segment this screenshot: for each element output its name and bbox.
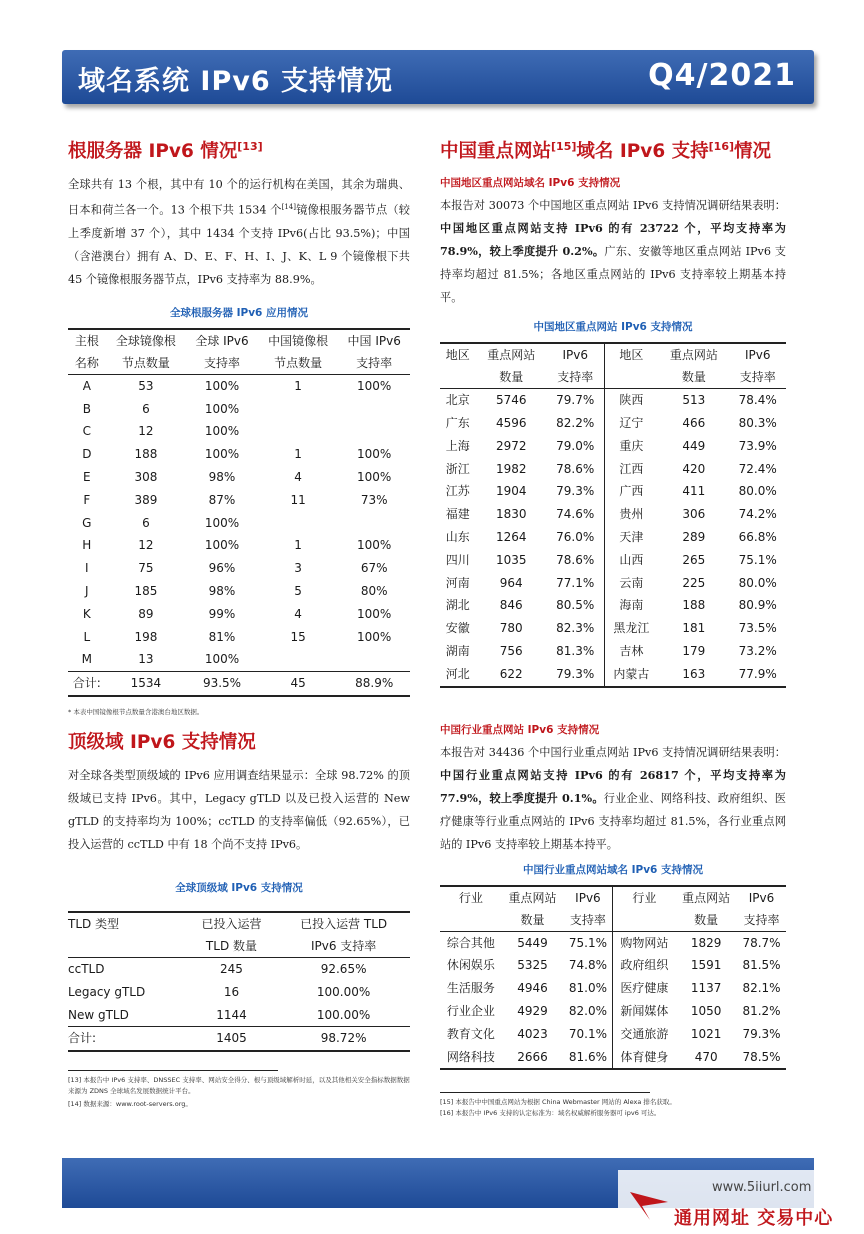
table-cell <box>338 398 410 421</box>
table-cell: 12 <box>138 424 154 439</box>
table-row <box>440 389 786 412</box>
table-cell: 1050 <box>690 1003 722 1018</box>
table-cell: 海南 <box>604 594 658 617</box>
table-cell: A <box>82 378 91 393</box>
table-cell: 77.1% <box>556 575 595 590</box>
table-cell: F <box>83 492 91 507</box>
table-row <box>68 958 410 981</box>
table-cell: 100% <box>357 606 392 621</box>
table-cell: 198 <box>134 629 158 644</box>
table-cell: 1829 <box>690 935 722 950</box>
tld-paragraph: 对全球各类型顶级域的 IPv6 应用调查结果显示：全球 98.72% 的顶级域已支持 IPv6。其中，Legacy gTLD 以及已投入运营的 New gTLD 的支持率均为 100%；ccTLD 的支持率偏低（92.65%），已投入运营的 ccTLD 中有 18 个尚不支持 IPv6。 <box>68 769 410 852</box>
table-row <box>440 526 786 549</box>
table-cell: 74.2% <box>738 507 777 522</box>
root-table-caption: 全球根服务器 IPv6 应用情况 <box>169 306 309 319</box>
table-cell <box>338 512 410 535</box>
table-cell: Legacy gTLD <box>68 984 146 999</box>
table-cell: 行业企业 <box>446 1003 495 1018</box>
table-cell: 265 <box>682 552 706 567</box>
table-cell: ccTLD <box>68 962 105 977</box>
table-cell: 5 <box>294 584 302 599</box>
table-cell: 贵州 <box>604 503 658 526</box>
industry-table-caption: 中国行业重点网站域名 IPv6 支持情况 <box>522 863 704 876</box>
table-cell: 1137 <box>690 981 722 996</box>
tld-table-caption: 全球顶级域 IPv6 支持情况 <box>175 882 303 895</box>
table-cell: 78.4% <box>738 393 777 408</box>
table-row <box>68 512 410 535</box>
table-cell: 66.8% <box>738 529 777 544</box>
table-row <box>68 981 410 1004</box>
table-cell: 80.0% <box>738 575 777 590</box>
table-cell: 河南 <box>445 575 470 590</box>
table-cell: 964 <box>499 575 523 590</box>
table-cell: 休闲娱乐 <box>446 958 495 973</box>
table-cell: 1021 <box>690 1026 722 1041</box>
table-cell: 4 <box>294 470 302 485</box>
table-cell: 5449 <box>517 935 548 950</box>
table-cell: 上海 <box>445 438 470 453</box>
table-row <box>68 648 410 671</box>
table-cell: 1 <box>294 378 302 393</box>
table-row <box>68 1027 410 1051</box>
table-row <box>440 954 786 977</box>
table-cell: 80.5% <box>556 598 595 613</box>
table-cell: 163 <box>682 666 706 681</box>
table-cell: 89 <box>138 606 154 621</box>
table-cell <box>338 420 410 443</box>
table-row <box>68 580 410 603</box>
table-cell: 67% <box>360 561 388 576</box>
table-cell: 98% <box>208 470 236 485</box>
table-row <box>68 557 410 580</box>
footnotes-right <box>440 1097 786 1119</box>
table-cell: 188 <box>682 598 706 613</box>
table-row <box>68 420 410 443</box>
table-cell: C <box>82 424 92 439</box>
table-row <box>440 549 786 572</box>
table-cell: 浙江 <box>445 461 470 476</box>
table-cell: 45 <box>258 672 339 696</box>
table-cell: 80% <box>360 584 388 599</box>
key-sites-heading: 中国重点网站[15]域名 IPv6 支持[16]情况 <box>440 140 772 163</box>
table-cell: 5746 <box>495 393 527 408</box>
table-cell: 100% <box>204 652 240 667</box>
table-cell: 16 <box>223 984 240 999</box>
table-cell: 云南 <box>604 572 658 595</box>
table-cell: 78.5% <box>742 1049 781 1064</box>
table-cell: New gTLD <box>68 1007 129 1022</box>
table-cell: 77.9% <box>738 666 777 681</box>
table-cell: 100% <box>204 378 240 393</box>
table-row <box>68 534 410 557</box>
page-banner <box>62 50 814 104</box>
table-row <box>440 1000 786 1023</box>
table-cell: 470 <box>694 1049 718 1064</box>
table-cell <box>258 512 339 535</box>
table-cell: 87% <box>208 492 236 507</box>
table-cell: 北京 <box>445 393 470 408</box>
table-cell: 11 <box>290 492 306 507</box>
table-cell: 98.72% <box>277 1027 410 1051</box>
table-cell: 1 <box>294 447 302 462</box>
table-cell: 53 <box>138 378 154 393</box>
table-cell: B <box>82 401 91 416</box>
table-cell: 389 <box>134 492 158 507</box>
footnote-13: [13] 本报告中 IPv6 支持率、DNSSEC 支持率、网站安全得分、根与顶级域解析时延，以及其他相关安全指标数据数据来源为 ZDNS 全球域名发展数据统计平台。 <box>68 1076 410 1096</box>
table-cell: 80.0% <box>738 484 777 499</box>
table-cell: 74.8% <box>568 958 607 973</box>
table-cell: 73.2% <box>738 643 777 658</box>
table-cell: 81.6% <box>568 1049 607 1064</box>
footnote-14: [14] 数据来源：www.root-servers.org。 <box>68 1100 192 1109</box>
table-cell: 山西 <box>604 549 658 572</box>
footnote-divider-left <box>68 1070 278 1071</box>
table-cell: 4946 <box>517 981 548 996</box>
table-cell: 13 <box>138 652 154 667</box>
table-cell: 100% <box>204 538 240 553</box>
table-cell: 合计: <box>68 1027 186 1051</box>
tld-table: TLD 类型 已投入运营 已投入运营 TLD TLD 数量 IPv6 支持率 ccTLD 245 92.65% Legacy gTLD 16 100.00% New gTLD 1144 100.00% 合计: 1405 98.72% <box>68 911 410 1052</box>
table-cell: 308 <box>134 470 158 485</box>
table-row <box>68 626 410 649</box>
table-cell: 河北 <box>445 666 470 681</box>
table-cell: 100% <box>357 470 392 485</box>
table-cell: 1 <box>294 538 302 553</box>
table-cell: 79.3% <box>742 1026 781 1041</box>
table-cell: 513 <box>682 393 706 408</box>
table-cell: 生活服务 <box>446 981 495 996</box>
table-cell: 100% <box>357 378 392 393</box>
watermark-name: 通用网址 交易中心 <box>674 1208 834 1229</box>
industry-table: 行业 重点网站 IPv6 行业 重点网站 IPv6 数量 支持率 数量 支持率 综合其他 5449 75.1% 购物网站 1829 78.7% 休闲娱乐 5325 74.8% 政府组织 1591 81.5% 生活服务 4946 81.0% 医疗健康 1137 82.1% 行业企业 4929 82.0% 新闻媒体 1050 81.2% 教育文化 4023 70.1% 交通旅游 1021 79.3% 网络科技 2666 81.6% 体育健身 470 78.5% <box>440 885 786 1071</box>
region-subheading: 中国地区重点网站域名 IPv6 支持情况 <box>440 177 621 190</box>
table-cell: 82.2% <box>556 415 595 430</box>
table-cell: E <box>83 470 91 485</box>
table-cell <box>258 420 339 443</box>
table-cell: 100.00% <box>316 984 371 999</box>
table-cell: 4596 <box>495 415 527 430</box>
table-cell: 73.9% <box>738 438 777 453</box>
table-cell: 综合其他 <box>446 935 495 950</box>
table-cell: 99% <box>208 606 236 621</box>
root-table-note: * 本表中国镜像根节点数量含港澳台地区数据。 <box>68 708 204 717</box>
table-cell: 81.3% <box>556 643 595 658</box>
table-cell: 622 <box>499 666 523 681</box>
root-heading: 根服务器 IPv6 情况[13] <box>68 140 263 163</box>
table-cell: 82.0% <box>568 1003 607 1018</box>
table-cell: 75.1% <box>738 552 777 567</box>
table-cell: 2972 <box>495 438 527 453</box>
table-row <box>440 640 786 663</box>
table-cell: 3 <box>294 561 302 576</box>
table-cell: 75 <box>138 561 154 576</box>
table-cell: 98% <box>208 584 236 599</box>
table-cell: 1144 <box>216 1007 247 1022</box>
table-cell: 100% <box>357 629 392 644</box>
table-cell: 4929 <box>517 1003 548 1018</box>
table-cell: 体育健身 <box>613 1046 675 1070</box>
table-cell: 福建 <box>445 507 470 522</box>
industry-subheading: 中国行业重点网站 IPv6 支持情况 <box>440 723 600 736</box>
table-row <box>68 443 410 466</box>
table-cell: 天津 <box>604 526 658 549</box>
table-cell: 780 <box>499 621 523 636</box>
table-cell: 73.5% <box>738 621 777 636</box>
table-cell: 100% <box>204 447 240 462</box>
watermark <box>618 1170 864 1234</box>
table-row <box>68 374 410 397</box>
page-title: 域名系统 IPv6 支持情况 <box>78 66 394 97</box>
table-cell: 1591 <box>690 958 722 973</box>
table-cell: 70.1% <box>568 1026 607 1041</box>
table-cell: 山东 <box>445 529 470 544</box>
table-cell: 289 <box>682 529 706 544</box>
table-row <box>68 489 410 512</box>
table-cell: 湖南 <box>445 643 470 658</box>
table-cell: 78.7% <box>742 935 781 950</box>
table-cell: 188 <box>134 447 158 462</box>
table-cell: 1534 <box>106 672 187 696</box>
table-cell: 1904 <box>495 484 527 499</box>
table-cell: 79.0% <box>556 438 595 453</box>
table-cell: 1264 <box>495 529 527 544</box>
table-cell: 74.6% <box>556 507 595 522</box>
table-cell: 购物网站 <box>613 931 675 954</box>
table-cell: 江苏 <box>445 484 470 499</box>
left-column <box>68 134 410 1110</box>
tld-heading: 顶级域 IPv6 支持情况 <box>68 732 256 754</box>
table-cell: 新闻媒体 <box>613 1000 675 1023</box>
table-cell: 225 <box>682 575 706 590</box>
table-cell: 2666 <box>517 1049 548 1064</box>
table-cell: 重庆 <box>604 435 658 458</box>
region-table: 地区 重点网站 IPv6 地区 重点网站 IPv6 数量 支持率 数量 支持率 北京 5746 79.7% 陕西 513 78.4% 广东 4596 82.2% 辽宁 466 80.3% 上海 2972 79.0% 重庆 449 73.9% 浙江 1982 78.6% 江西 420 72.4% 江苏 1904 79.3% 广西 411 80.0% 福建 1830 74.6% 贵州 306 74.2% 山东 1264 76.0% 天津 289 66.8% 四川 1035 78.6% 山西 265 75.1% 河南 964 77.1% 云南 225 80.0% 湖北 846 80.5% 海南 188 80.9% 安徽 780 82.3% 黑龙江 181 73.5% 湖南 756 81.3% 吉林 179 73.2% 河北 622 79.3% 内蒙古 163 77.9% <box>440 342 786 687</box>
table-cell: 广西 <box>604 480 658 503</box>
table-row <box>440 931 786 954</box>
table-cell: 72.4% <box>738 461 777 476</box>
table-cell: 75.1% <box>568 935 607 950</box>
table-cell: 100% <box>357 538 392 553</box>
table-cell: 江西 <box>604 458 658 481</box>
table-cell: 100% <box>204 424 240 439</box>
table-row <box>440 1046 786 1070</box>
region-paragraph: 本报告对 30073 个中国地区重点网站 IPv6 支持情况调研结果表明：中国地区重点网站支持 IPv6 的有 23722 个，平均支持率为 78.9%，较上季度提升 0.2%。广东、安徽等地区重点网站 IPv6 支持率均超过 81.5%；各地区重点网站的 IPv6 支持率较上期基本持平。 <box>440 199 786 305</box>
table-cell: 内蒙古 <box>604 663 658 687</box>
table-cell: 79.3% <box>556 666 595 681</box>
table-cell: 政府组织 <box>613 954 675 977</box>
table-cell: 79.3% <box>556 484 595 499</box>
table-cell: M <box>81 652 92 667</box>
table-row <box>440 435 786 458</box>
table-cell: D <box>82 447 92 462</box>
table-cell: 12 <box>138 538 154 553</box>
table-cell: 181 <box>682 621 706 636</box>
table-row <box>440 663 786 687</box>
table-cell: 辽宁 <box>604 412 658 435</box>
table-cell: 78.6% <box>556 552 595 567</box>
table-cell: 449 <box>682 438 706 453</box>
table-row <box>440 480 786 503</box>
table-cell: 179 <box>682 643 706 658</box>
table-row <box>440 572 786 595</box>
table-cell: 76.0% <box>556 529 595 544</box>
table-row <box>440 977 786 1000</box>
footnote-15: [15] 本报告中中国重点网站为根据 China Webmaster 网站的 Alexa 排名获取。 <box>440 1098 676 1107</box>
table-cell: 6 <box>142 401 150 416</box>
table-cell: 医疗健康 <box>613 977 675 1000</box>
table-cell: 黑龙江 <box>604 617 658 640</box>
table-cell: 96% <box>208 561 236 576</box>
table-cell: 15 <box>290 629 306 644</box>
table-cell: 78.6% <box>556 461 595 476</box>
industry-paragraph: 本报告对 34436 个中国行业重点网站 IPv6 支持情况调研结果表明：中国行业重点网站支持 IPv6 的有 26817 个，平均支持率为 77.9%，较上季度提升 0.1%。行业企业、网络科技、政府组织、医疗健康等行业重点网站的 IPv6 支持率均超过 81.5%，各行业重点网站的 IPv6 支持率较上期基本持平。 <box>440 745 786 851</box>
table-cell: 1830 <box>495 507 527 522</box>
table-cell: 湖北 <box>445 598 470 613</box>
table-cell: 5325 <box>517 958 548 973</box>
table-cell: 81% <box>208 629 236 644</box>
table-cell: 吉林 <box>604 640 658 663</box>
table-cell <box>338 648 410 671</box>
table-cell: 88.9% <box>338 672 410 696</box>
table-cell: 81.0% <box>568 981 607 996</box>
table-cell: L <box>83 629 91 644</box>
table-cell: 4023 <box>517 1026 548 1041</box>
table-cell: 79.7% <box>556 393 595 408</box>
table-cell: 1035 <box>495 552 527 567</box>
table-cell: 100% <box>204 401 240 416</box>
table-cell: 合计: <box>68 672 106 696</box>
table-cell: 教育文化 <box>446 1026 495 1041</box>
table-cell: 安徽 <box>445 621 470 636</box>
table-row <box>68 1004 410 1027</box>
table-cell: 245 <box>220 962 243 977</box>
table-cell: 81.5% <box>742 958 781 973</box>
table-cell: 306 <box>682 507 706 522</box>
table-cell: 92.65% <box>320 962 367 977</box>
table-cell: 756 <box>499 643 523 658</box>
footnotes-left <box>68 1075 410 1110</box>
root-paragraph: 全球共有 13 个根，其中有 10 个的运行机构在美国，其余为瑞典、日本和荷兰各一个。13 个根下共 1534 个[14]镜像根服务器节点（较上季度新增 37 个），其中 1434 个支持 IPv6(占比 93.5%)；中国（含港澳台）拥有 A、D、E、F、H、I、J、K、L 9 个镜像根下共 45 个镜像根服务器节点，IPv6 支持率为 88.9%。 <box>68 178 410 286</box>
quarter-label: Q4/2021 <box>648 58 796 93</box>
table-cell: I <box>85 561 89 576</box>
table-cell: 73% <box>360 492 388 507</box>
table-row <box>440 594 786 617</box>
footnote-16: [16] 本报告中 IPv6 支持的认定标准为：域名权威解析服务器可 ipv6 可达。 <box>440 1109 661 1118</box>
table-cell: 100.00% <box>316 1007 371 1022</box>
table-cell: 466 <box>682 415 706 430</box>
table-cell: J <box>85 584 89 599</box>
table-cell: 81.2% <box>742 1003 781 1018</box>
table-cell: H <box>82 538 92 553</box>
table-cell: 80.3% <box>738 415 777 430</box>
table-row <box>68 398 410 421</box>
table-cell: 4 <box>294 606 302 621</box>
table-cell: 411 <box>682 484 706 499</box>
table-cell: 100% <box>204 515 240 530</box>
table-cell: 82.1% <box>742 981 781 996</box>
footnote-divider-right <box>440 1092 650 1093</box>
table-cell: 四川 <box>445 552 470 567</box>
table-cell: 6 <box>142 515 150 530</box>
table-cell: 185 <box>134 584 158 599</box>
table-row <box>440 458 786 481</box>
region-table-caption: 中国地区重点网站 IPv6 支持情况 <box>533 321 693 334</box>
table-cell: 93.5% <box>186 672 258 696</box>
right-column <box>440 134 786 1119</box>
table-cell: 陕西 <box>604 389 658 412</box>
table-cell: 82.3% <box>556 621 595 636</box>
watermark-logo-icon <box>628 1188 670 1222</box>
table-cell: 1405 <box>186 1027 278 1051</box>
table-cell: 网络科技 <box>446 1049 495 1064</box>
table-cell: 420 <box>682 461 706 476</box>
table-row <box>440 503 786 526</box>
table-cell: 846 <box>499 598 523 613</box>
table-row <box>440 617 786 640</box>
table-row <box>440 1023 786 1046</box>
table-cell: 广东 <box>445 415 470 430</box>
table-cell: G <box>82 515 92 530</box>
table-cell: K <box>82 606 91 621</box>
table-cell: 100% <box>357 447 392 462</box>
table-row <box>440 412 786 435</box>
table-row <box>68 603 410 626</box>
table-total-row <box>68 672 410 696</box>
table-cell: 1982 <box>495 461 527 476</box>
table-row <box>68 466 410 489</box>
table-cell: 交通旅游 <box>613 1023 675 1046</box>
table-cell: 80.9% <box>738 598 777 613</box>
watermark-url: www.5iiurl.com <box>712 1180 812 1195</box>
table-cell <box>258 398 339 421</box>
table-cell <box>258 648 339 671</box>
root-server-table: 主根 全球镜像根 全球 IPv6 中国镜像根 中国 IPv6 名称 节点数量 支持率 节点数量 支持率 A 53 100% 1 100% B 6 100% C 12 100% D 188 100% 1 100% E 308 98% 4 100% F 389 87% 11 73% G 6 100% H 12 100% 1 100% I 75 96% 3 67% J 185 98% 5 80% K 89 99% 4 100% L 198 81% 15 100% M 13 100% 合计: 1534 93.5% 45 88.9% <box>68 328 410 697</box>
